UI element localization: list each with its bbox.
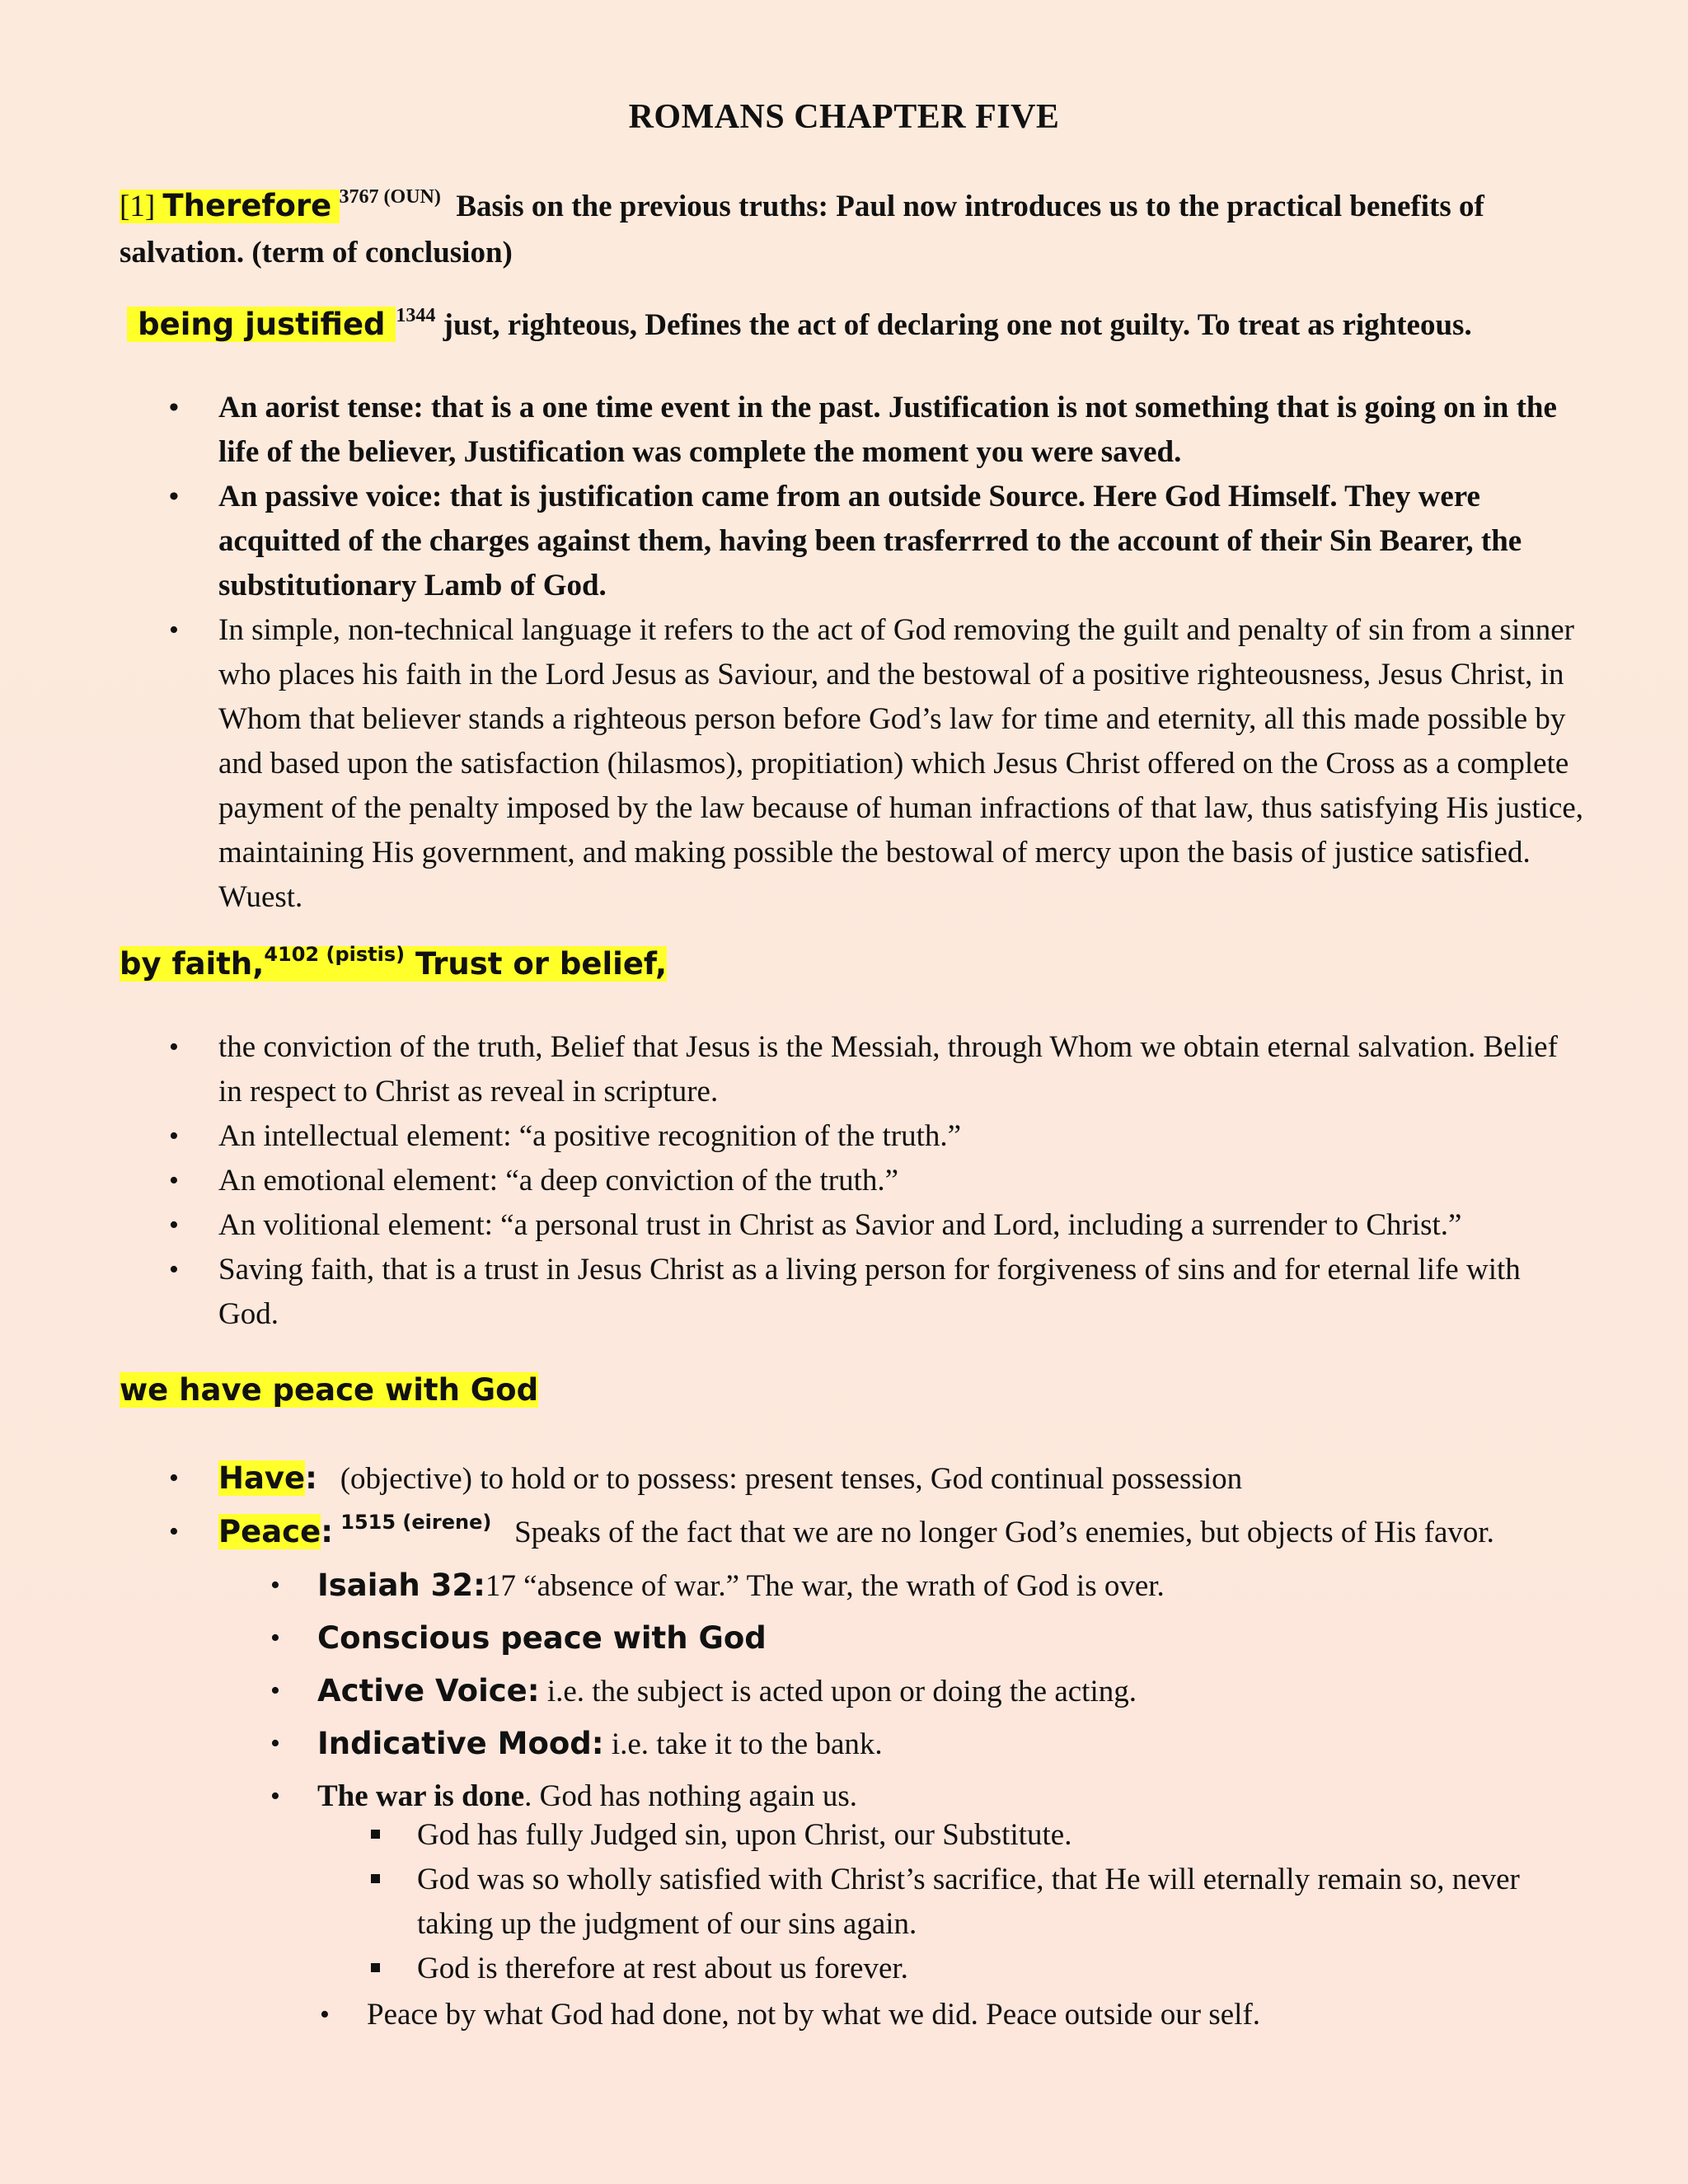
sub-text: i.e. the subject is acted upon or doing the acting. — [539, 1675, 1137, 1708]
war-done-square-list — [366, 1813, 1602, 1991]
peace-definition: Speaks of the fact that we are no longer God’s enemies, but objects of His favor. — [514, 1516, 1494, 1549]
sub-lead: Indicative Mood: — [317, 1726, 604, 1761]
faith-heading — [120, 943, 668, 982]
list-item: God has fully Judged sin, upon Christ, our Substitute. — [366, 1813, 1602, 1858]
list-item-have — [120, 1452, 1587, 1506]
list-item: • An intellectual element: “a positive recognition of the truth.” — [120, 1114, 1587, 1159]
therefore-term: Therefore — [162, 188, 332, 223]
faith-bullet-list — [120, 1025, 1587, 1337]
faith-highlight — [120, 943, 668, 982]
verse-number: [1] — [120, 190, 156, 223]
justified-bullet-list — [120, 386, 1587, 920]
list-item: • Peace by what God had done, not by what we did. Peace outside our self. — [313, 1993, 1599, 2037]
list-item: • An volitional element: “a personal trust in Christ as Savior and Lord, including a surrender to Christ.” — [120, 1203, 1587, 1248]
peace-sub-list — [264, 1559, 1599, 1822]
peace-heading-text: we have peace with God — [120, 1372, 539, 1408]
therefore-paragraph — [120, 183, 1587, 276]
list-item: • An aorist tense: that is a one time event in the past. Justification is not something that is going on in the life of the believer, Justification was complete the moment you were saved. — [120, 386, 1587, 475]
page-title: ROMANS CHAPTER FIVE — [628, 98, 1060, 136]
list-item — [264, 1665, 1599, 1718]
list-item: God is therefore at rest about us forever. — [366, 1947, 1602, 1991]
list-item: • the conviction of the truth, Belief that Jesus is the Messiah, through Whom we obtain eternal salvation. Belief in respect to Christ as reveal in scripture. — [120, 1025, 1587, 1114]
list-item: • In simple, non-technical language it refers to the act of God removing the guilt and penalty of sin from a sinner who places his faith in the Lord Jesus as Saviour, and the bestowal of a positive righteousness, Jesus Christ, in Whom that believer stands a righteous person before God’s law for time and eternity, all this made possible by and based upon the satisfaction (hilasmos), propitiation) which Jesus Christ offered on the Cross as a complete payment of the penalty imposed by the law because of human infractions of that law, thus satisfying His justice, maintaining His government, and making possible the bestowal of mercy upon the basis of justice satisfied. Wuest. — [120, 608, 1587, 920]
have-definition: (objective) to hold or to possess: present tenses, God continual possession — [340, 1462, 1243, 1496]
peace-final-list — [313, 1993, 1599, 2037]
have-term: Have — [218, 1460, 306, 1496]
therefore-definition: Basis on the previous truths: Paul now introduces us to the practical benefits of salvation. (term of conclusion) — [120, 190, 1484, 269]
justified-term-text: being justified — [138, 307, 386, 342]
faith-definition: Trust or belief, — [415, 946, 668, 982]
therefore-strongs: 3767 (OUN) — [339, 186, 441, 208]
peace-term: Peace — [218, 1514, 321, 1549]
justified-definition: just, righteous, Defines the act of declaring one not guilty. To treat as righteous. — [443, 308, 1472, 342]
list-item: God was so wholly satisfied with Christ’s sacrifice, that He will eternally remain so, never taking up the judgment of our sins again. — [366, 1858, 1602, 1947]
faith-strongs: 4102 (pistis) — [264, 943, 406, 966]
sub-text: 17 “absence of war.” The war, the wrath of God is over. — [485, 1569, 1165, 1603]
justified-paragraph — [120, 307, 1587, 343]
therefore-highlight — [120, 190, 340, 223]
faith-term: by faith, — [120, 946, 265, 982]
sub-text: . God has nothing again us. — [524, 1779, 858, 1813]
sub-lead: Active Voice: — [317, 1673, 540, 1708]
list-item: • Saving faith, that is a trust in Jesus Christ as a living person for forgiveness of sins and for eternal life with God. — [120, 1248, 1587, 1337]
sub-lead: Isaiah 32: — [317, 1568, 485, 1603]
list-item — [264, 1559, 1599, 1612]
peace-colon: : — [321, 1514, 334, 1549]
list-item — [264, 1612, 1599, 1665]
sub-lead: The war is done — [317, 1779, 525, 1813]
have-colon: : — [305, 1460, 317, 1496]
sub-lead: Conscious peace with God — [317, 1620, 767, 1656]
list-item: • An emotional element: “a deep conviction of the truth.” — [120, 1159, 1587, 1203]
justified-strongs: 1344 — [396, 305, 436, 326]
sub-text: i.e. take it to the bank. — [603, 1727, 883, 1761]
peace-heading — [120, 1372, 538, 1408]
peace-strongs: 1515 (eirene) — [340, 1511, 492, 1534]
justified-term — [127, 307, 396, 342]
list-item-peace — [120, 1506, 1587, 1559]
list-item — [264, 1718, 1599, 1770]
peace-bullet-list — [120, 1452, 1587, 1559]
list-item: • An passive voice: that is justification came from an outside Source. Here God Himself. They were acquitted of the charges against them, having been trasferrred to the account of their Sin Bearer, the substitutionary Lamb of God. — [120, 475, 1587, 608]
